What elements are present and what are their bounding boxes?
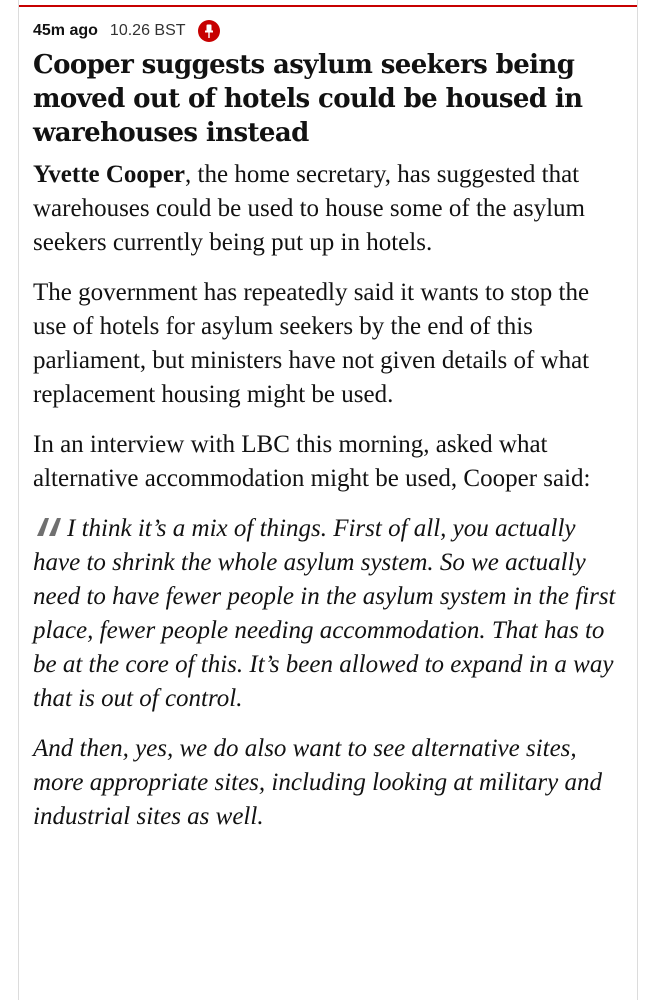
post-body — [33, 158, 623, 496]
paragraph-2: The government has repeatedly said it wants to stop the use of hotels for asylum seekers by the end of this parliament, but ministers have not given details of what replacement housing might be used. — [33, 279, 590, 408]
quote-paragraph-2: And then, yes, we do also want to see alternative sites, more appropriate sites, including looking at military and industrial sites as well. — [33, 735, 602, 830]
absolute-timestamp: 10.26 BST — [109, 22, 186, 39]
paragraph-1-text: , the home secretary, has suggested that warehouses could be used to house some of the asylum seekers currently being put up in hotels. — [33, 161, 585, 256]
paragraph-3: In an interview with LBC this morning, asked what alternative accommodation might be used, Cooper said: — [33, 431, 591, 492]
paragraph-1 — [33, 158, 623, 260]
relative-timestamp[interactable]: 45m ago — [33, 22, 98, 39]
pin-icon — [198, 20, 220, 42]
quote-paragraph-1-text: I think it’s a mix of things. First of all, you actually have to shrink the whole asylum system. So we actually need to have fewer people in the asylum system in the first place, fewer people needing accommodation. That has to be at the core of this. It’s been allowed to expand in a way that is out of control. — [33, 515, 616, 712]
accent-rule — [19, 5, 637, 7]
quote-paragraph-1 — [33, 512, 623, 716]
live-blog-post — [18, 0, 638, 1000]
post-headline: Cooper suggests asylum seekers being moved out of hotels could be housed in warehouses instead — [33, 50, 583, 148]
post-meta — [33, 16, 623, 46]
blockquote — [33, 512, 623, 834]
quote-mark-icon — [33, 512, 63, 530]
person-name: Yvette Cooper — [33, 161, 186, 188]
post-content — [33, 16, 623, 850]
